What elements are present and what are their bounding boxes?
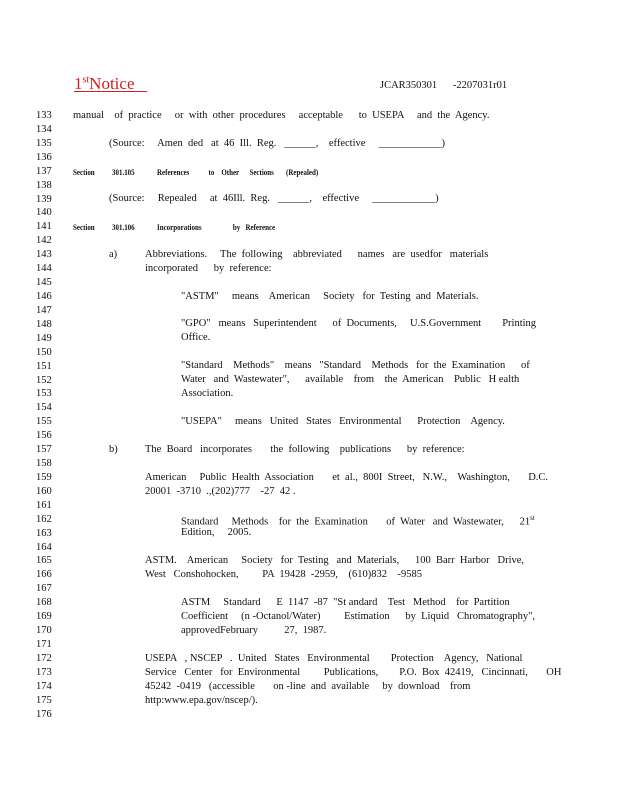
text-line-175: http:www.epa.gov/nscep/). [145, 695, 258, 706]
line-number: 136 [36, 151, 52, 163]
notice-superscript: st [82, 74, 90, 86]
line-number: 148 [36, 318, 52, 330]
text-line-157: The Board incorporates the following publications by reference: [145, 444, 465, 455]
line-number: 161 [36, 499, 52, 511]
line-number: 133 [36, 110, 52, 121]
line-number: 146 [36, 291, 52, 302]
text-line-153: Association. [181, 388, 234, 399]
line-number: 171 [36, 639, 52, 650]
line-number: 170 [36, 625, 52, 636]
text-line-149: Office. [181, 332, 211, 343]
text-line-173: Service Center for Environmental Publications, P.O. Box 42419, Cincinnati, OH [145, 667, 562, 678]
line-number: 166 [36, 569, 52, 581]
line-number: 152 [36, 374, 52, 386]
text-line-139: (Source: Repealed at 46Ill. Reg. ______, effective ____________) [109, 193, 439, 204]
line-number: 147 [36, 304, 52, 316]
line-number: 139 [36, 193, 52, 205]
subsection-label-a: a) [109, 249, 118, 260]
line-number: 138 [36, 179, 52, 191]
document-code: JCAR350301 -2207031r01 [380, 80, 508, 91]
line-number: 173 [36, 666, 52, 678]
text-line-144: incorporated by reference: [145, 263, 272, 274]
section-title-137: References to Other Sections (Repealed) [157, 167, 319, 177]
text-line-162-superscript: st [530, 514, 535, 522]
line-number: 145 [36, 277, 52, 288]
line-number: 155 [36, 416, 52, 428]
line-number: 156 [36, 430, 52, 442]
text-line-143: Abbreviations. The following abbreviated names are usedfor materials [145, 249, 489, 260]
line-number: 159 [36, 471, 52, 483]
text-line-168: ASTM Standard E 1147 -87 "St andard Test Method for Partition [181, 597, 510, 608]
text-line-148: "GPO" means Superintendent of Documents, U.S.Government Printing [181, 318, 537, 329]
subsection-label-b: b) [109, 444, 118, 455]
line-number: 163 [36, 527, 52, 539]
line-number: 154 [36, 402, 52, 414]
line-number: 169 [36, 611, 52, 623]
line-number: 160 [36, 485, 52, 497]
line-number: 135 [36, 137, 52, 149]
line-number: 158 [36, 458, 52, 469]
line-number: 149 [36, 332, 52, 344]
line-number: 153 [36, 388, 52, 400]
text-line-166: West Conshohocken, PA 19428 -2959, (610)832 -9585 [145, 569, 423, 580]
section-label-137: Section [73, 167, 95, 177]
text-line-172: USEPA , NSCEP . United States Environmental Protection Agency, National [145, 653, 523, 664]
line-number: 174 [36, 680, 52, 692]
section-title-141: Incorporations by Reference [157, 222, 276, 232]
line-number: 175 [36, 694, 52, 706]
text-line-174: 45242 -0419 (accessible on -line and available by download from [145, 681, 471, 692]
line-number: 176 [36, 708, 52, 720]
text-line-155: "USEPA" means United States Environmental Protection Agency. [181, 416, 505, 427]
section-number-141: 301.106 [112, 222, 135, 232]
text-line-165: ASTM. American Society for Testing and Materials, 100 Barr Harbor Drive, [145, 555, 525, 566]
text-line-160: 20001 -3710 .,(202)777 -27 42 . [145, 486, 296, 497]
notice-label: Notice [89, 74, 135, 93]
text-line-151: "Standard Methods" means "Standard Methods for the Examination of [181, 360, 530, 371]
line-number: 172 [36, 652, 52, 664]
line-number: 164 [36, 541, 52, 553]
line-number: 167 [36, 583, 52, 595]
section-number-137: 301.105 [112, 167, 135, 177]
line-number: 165 [36, 555, 52, 567]
text-line-152: Water and Wastewater", available from the American Public H ealth [181, 374, 520, 385]
text-line-159: American Public Health Association et al., 800I Street, N.W., Washington, D.C. [145, 472, 549, 483]
line-number: 144 [36, 263, 52, 275]
section-label-141: Section [73, 222, 95, 232]
line-number: 142 [36, 235, 52, 247]
line-number: 143 [36, 249, 52, 261]
text-line-170: approvedFebruary 27, 1987. [181, 625, 327, 636]
notice-number: 1 [74, 74, 83, 93]
line-number: 141 [36, 221, 52, 233]
line-number: 162 [36, 513, 52, 525]
text-line-169: Coefficient (n -Octanol/Water) Estimation by Liquid Chromatography", [181, 611, 536, 622]
text-line-135: (Source: Amen ded at 46 Ill. Reg. ______, effective ____________) [109, 138, 446, 149]
text-line-133: manual of practice or with other procedures acceptable to USEPA and the Agency. [73, 110, 490, 121]
line-number: 137 [36, 165, 52, 177]
line-number: 151 [36, 360, 52, 372]
line-number: 157 [36, 444, 52, 456]
text-line-162-body: Standard Methods for the Examination of Water and Wastewater, 21 [181, 516, 531, 528]
text-line-146: "ASTM" means American Society for Testing and Materials. [181, 291, 479, 302]
text-line-163: Edition, 2005. [181, 527, 252, 538]
notice-heading [74, 74, 147, 94]
line-number: 134 [36, 123, 52, 135]
line-number: 140 [36, 207, 52, 219]
line-number: 168 [36, 597, 52, 609]
line-number: 150 [36, 346, 52, 358]
